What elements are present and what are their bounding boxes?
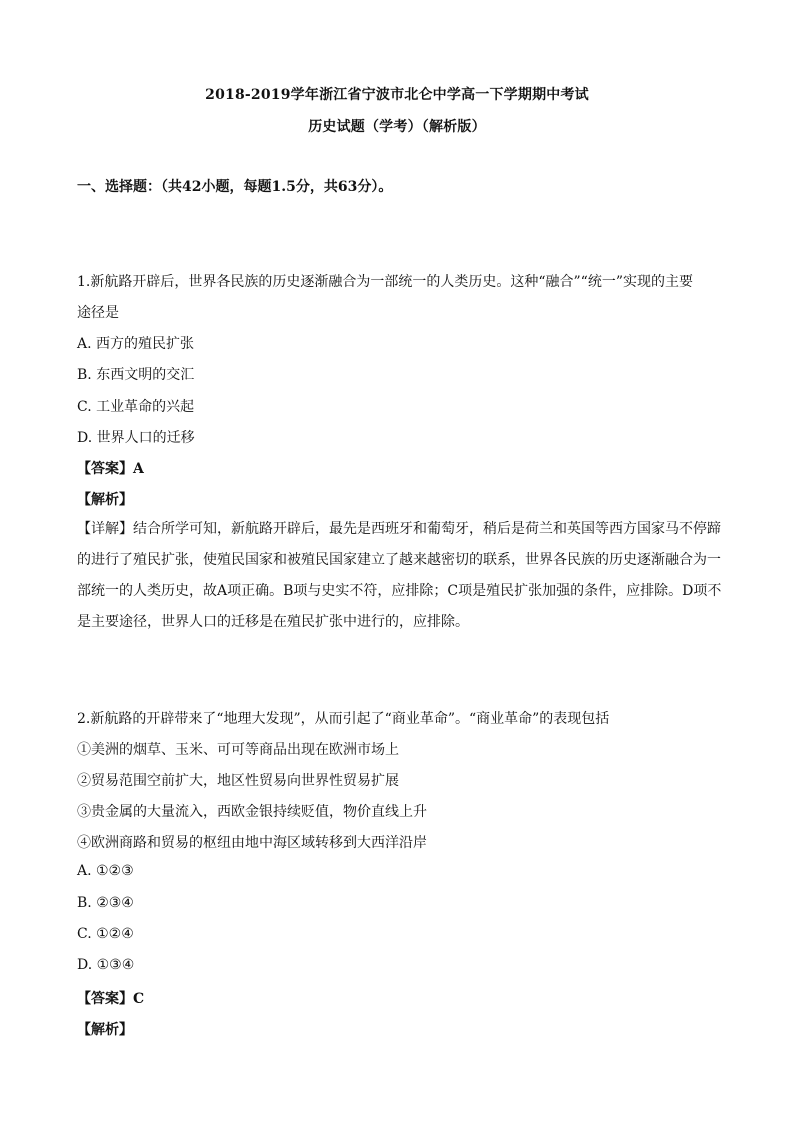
q1-analysis-label: 【解析】 (77, 492, 133, 508)
q2-answer: 【答案】C (77, 991, 145, 1007)
section-heading: 一、选择题：（共42小题，每题1.5分，共63分）。 (77, 179, 393, 195)
q2-statement-1: ①美洲的烟草、玉米、可可等商品出现在欧洲市场上 (77, 742, 399, 758)
document-title: 2018-2019学年浙江省宁波市北仑中学高一下学期期中考试 (205, 87, 589, 103)
q1-answer: 【答案】A (77, 461, 144, 477)
q1-option-c: C. 工业革命的兴起 (77, 399, 195, 415)
q2-option-c: C. ①②④ (77, 926, 134, 942)
q1-option-b: B. 东西文明的交汇 (77, 367, 195, 383)
q1-stem-line2: 途径是 (77, 305, 119, 321)
q1-stem-line1: 1.新航路开辟后，世界各民族的历史逐渐融合为一部统一的人类历史。这种“融合”“统一”实现的主要 (77, 274, 693, 290)
q2-statement-2: ②贸易范围空前扩大，地区性贸易向世界性贸易扩展 (77, 773, 399, 789)
q2-stem: 2.新航路的开辟带来了“地理大发现”，从而引起了“商业革命”。“商业革命”的表现包括 (77, 711, 610, 727)
q1-detail: 【详解】结合所学可知，新航路开辟后，最先是西班牙和葡萄牙，稍后是荷兰和英国等西方国家马不停蹄的进行了殖民扩张，使殖民国家和被殖民国家建立了越来越密切的联系，世界各民族的历史逐渐融合为一部统一的人类历史，故A项正确。B项与史实不符，应排除；C项是殖民扩张加强的条件，应排除。D项不是主要途径，世界人口的迁移是在殖民扩张中进行的，应排除。 (77, 521, 722, 630)
document-subtitle: 历史试题（学考）（解析版） (308, 119, 486, 135)
q1-option-a: A. 西方的殖民扩张 (77, 336, 195, 352)
q2-option-a: A. ①②③ (77, 863, 134, 879)
q2-statement-4: ④欧洲商路和贸易的枢纽由地中海区域转移到大西洋沿岸 (77, 835, 427, 851)
q2-analysis-label: 【解析】 (77, 1022, 133, 1038)
q2-option-d: D. ①③④ (77, 957, 135, 973)
q1-option-d: D. 世界人口的迁移 (77, 430, 195, 446)
q2-statement-3: ③贵金属的大量流入，西欧金银持续贬值，物价直线上升 (77, 804, 427, 820)
q2-option-b: B. ②③④ (77, 895, 134, 911)
